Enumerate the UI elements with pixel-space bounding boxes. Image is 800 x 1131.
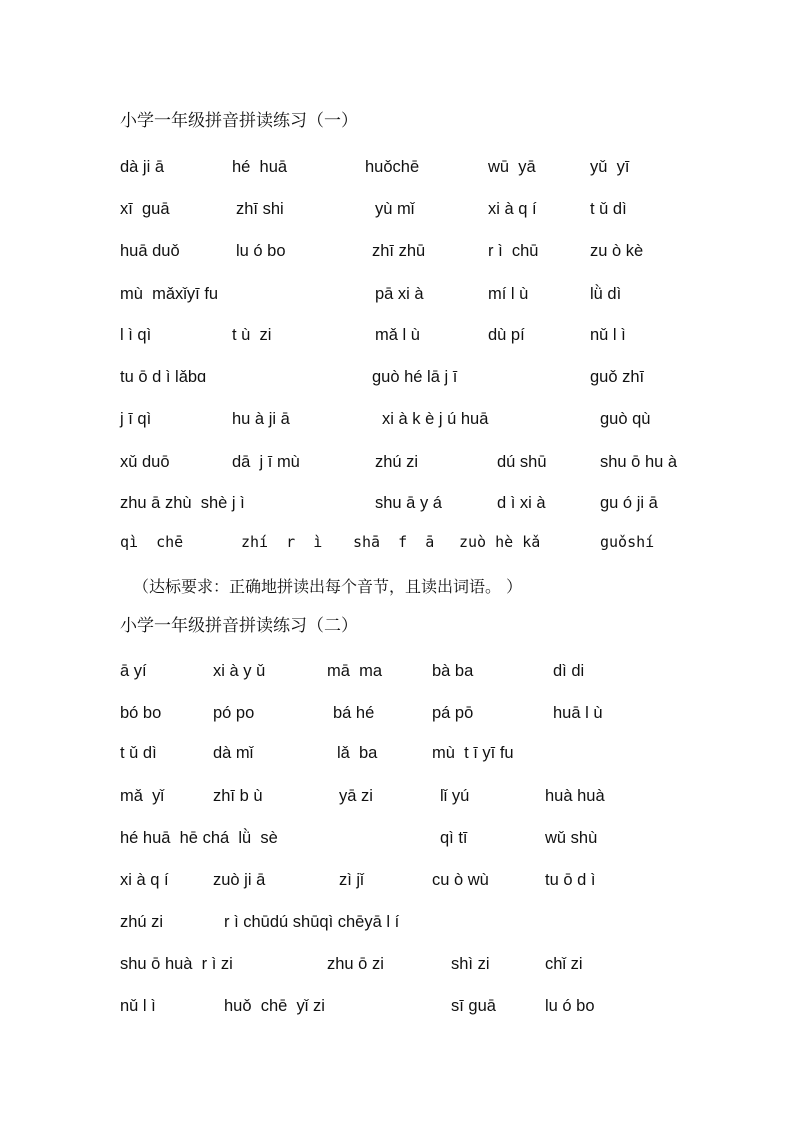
- pinyin-row: [0, 323, 800, 347]
- pinyin-word: shu ō hu à: [600, 453, 678, 471]
- pinyin-word: mǎ l ù: [375, 326, 420, 344]
- pinyin-word: mǎ yǐ: [120, 787, 165, 805]
- pinyin-word: lu ó bo: [236, 242, 286, 260]
- pinyin-word: hé huā hē chá lǜ sè: [120, 829, 278, 847]
- pinyin-word: shu ō huà r ì zi: [120, 955, 233, 973]
- pinyin-word: xi à q í: [488, 200, 537, 218]
- pinyin-word: zhu ō zi: [327, 955, 384, 973]
- pinyin-row: [0, 197, 800, 221]
- pinyin-word: dì di: [553, 662, 585, 680]
- pinyin-word: pā xi à: [375, 285, 424, 303]
- pinyin-row: [0, 994, 800, 1018]
- pinyin-row: [0, 784, 800, 808]
- pinyin-word: j ī qì: [120, 410, 152, 428]
- pinyin-word: dà ji ā: [120, 158, 165, 176]
- pinyin-word: xi à k è j ú huā: [382, 410, 489, 428]
- pinyin-word: bá hé: [333, 704, 375, 722]
- pinyin-word: zu ò kè: [590, 242, 644, 260]
- pinyin-row: [0, 530, 800, 554]
- pinyin-word: t ǔ dì: [590, 200, 627, 218]
- pinyin-row: [0, 407, 800, 431]
- pinyin-word: zhu ā zhù shè j ì: [120, 494, 245, 512]
- pinyin-word: wū yā: [488, 158, 536, 176]
- section-2-title: 小学一年级拼音拼读练习（二）: [120, 616, 358, 636]
- pinyin-word: huā duǒ: [120, 242, 180, 260]
- pinyin-word: nǔ l ì: [590, 326, 626, 344]
- pinyin-word: sī guā: [451, 997, 496, 1015]
- requirement-note: （达标要求：正确地拼读出每个音节，且读出词语。 ）: [133, 577, 523, 596]
- pinyin-word: hé huā: [232, 158, 288, 176]
- pinyin-word: zhī zhū: [372, 242, 426, 260]
- pinyin-word: wǔ shù: [545, 829, 598, 847]
- pinyin-row: [0, 491, 800, 515]
- pinyin-word: zuò ji ā: [213, 871, 266, 889]
- pinyin-word: d ì xi à: [497, 494, 546, 512]
- pinyin-word: shā f ā: [353, 533, 435, 551]
- pinyin-word: bó bo: [120, 704, 162, 722]
- pinyin-word: cu ò wù: [432, 871, 489, 889]
- pinyin-word: dā j ī mù: [232, 453, 300, 471]
- pinyin-word: zhú zi: [375, 453, 419, 471]
- pinyin-word: pó po: [213, 704, 255, 722]
- pinyin-word: huà huà: [545, 787, 605, 805]
- pinyin-word: r ì chū: [488, 242, 539, 260]
- pinyin-row: [0, 450, 800, 474]
- pinyin-word: r ì chūdú shūqì chēyā l í: [224, 913, 400, 931]
- pinyin-row: [0, 155, 800, 179]
- pinyin-row: [0, 365, 800, 389]
- pinyin-word: yǔ yī: [590, 158, 630, 176]
- pinyin-row: [0, 282, 800, 306]
- pinyin-word: xī guā: [120, 200, 170, 218]
- pinyin-word: mù mǎxǐyī fu: [120, 285, 219, 303]
- pinyin-word: guò qù: [600, 410, 651, 428]
- pinyin-word: xi à q í: [120, 871, 169, 889]
- pinyin-word: dú shū: [497, 453, 547, 471]
- pinyin-word: zuò hè kǎ: [459, 533, 541, 551]
- pinyin-word: pá pō: [432, 704, 474, 722]
- pinyin-row: [0, 701, 800, 725]
- pinyin-word: huā l ù: [553, 704, 603, 722]
- pinyin-word: xǔ duō: [120, 453, 170, 471]
- pinyin-word: yù mǐ: [375, 200, 415, 218]
- pinyin-word: tu ō d ì: [545, 871, 596, 889]
- pinyin-word: t ù zi: [232, 326, 272, 344]
- pinyin-word: l ì qì: [120, 326, 152, 344]
- pinyin-word: zhú zi: [120, 913, 164, 931]
- pinyin-row: [0, 826, 800, 850]
- pinyin-word: dà mǐ: [213, 744, 254, 762]
- pinyin-word: xi à y ǔ: [213, 662, 266, 680]
- pinyin-word: guò hé lā j ī: [372, 368, 458, 386]
- pinyin-row: [0, 239, 800, 263]
- pinyin-word: zhī shi: [236, 200, 284, 218]
- pinyin-word: ā yí: [120, 662, 147, 680]
- pinyin-word: hu à ji ā: [232, 410, 290, 428]
- pinyin-word: huǒ chē yǐ zi: [224, 997, 325, 1015]
- pinyin-word: lǐ yú: [440, 787, 470, 805]
- pinyin-word: tu ō d ì lǎbɑ: [120, 368, 207, 386]
- pinyin-word: t ǔ dì: [120, 744, 157, 762]
- pinyin-word: dù pí: [488, 326, 525, 344]
- pinyin-word: zhī b ù: [213, 787, 263, 805]
- pinyin-word: mí l ù: [488, 285, 529, 303]
- pinyin-word: bà ba: [432, 662, 474, 680]
- pinyin-word: guǒshí: [600, 533, 655, 551]
- pinyin-word: mù t ī yī fu: [432, 744, 514, 762]
- pinyin-word: guǒ zhī: [590, 368, 645, 386]
- pinyin-word: nǔ l ì: [120, 997, 156, 1015]
- pinyin-word: qì tī: [440, 829, 468, 847]
- pinyin-word: chǐ zi: [545, 955, 583, 973]
- pinyin-word: shì zi: [451, 955, 490, 973]
- pinyin-word: zì jǐ: [339, 871, 364, 889]
- pinyin-row: [0, 659, 800, 683]
- pinyin-row: [0, 741, 800, 765]
- pinyin-word: lǎ ba: [337, 744, 378, 762]
- pinyin-word: qì chē: [120, 533, 184, 551]
- pinyin-row: [0, 868, 800, 892]
- pinyin-word: huǒchē: [365, 158, 420, 176]
- pinyin-row: [0, 952, 800, 976]
- pinyin-word: gu ó ji ā: [600, 494, 658, 512]
- pinyin-word: lǜ dì: [590, 285, 622, 303]
- pinyin-word: shu ā y á: [375, 494, 442, 512]
- pinyin-word: mā ma: [327, 662, 383, 680]
- pinyin-word: yā zi: [339, 787, 373, 805]
- pinyin-word: zhí r ì: [241, 533, 323, 551]
- pinyin-word: lu ó bo: [545, 997, 595, 1015]
- pinyin-row: [0, 910, 800, 934]
- section-1-title: 小学一年级拼音拼读练习（一）: [120, 111, 358, 131]
